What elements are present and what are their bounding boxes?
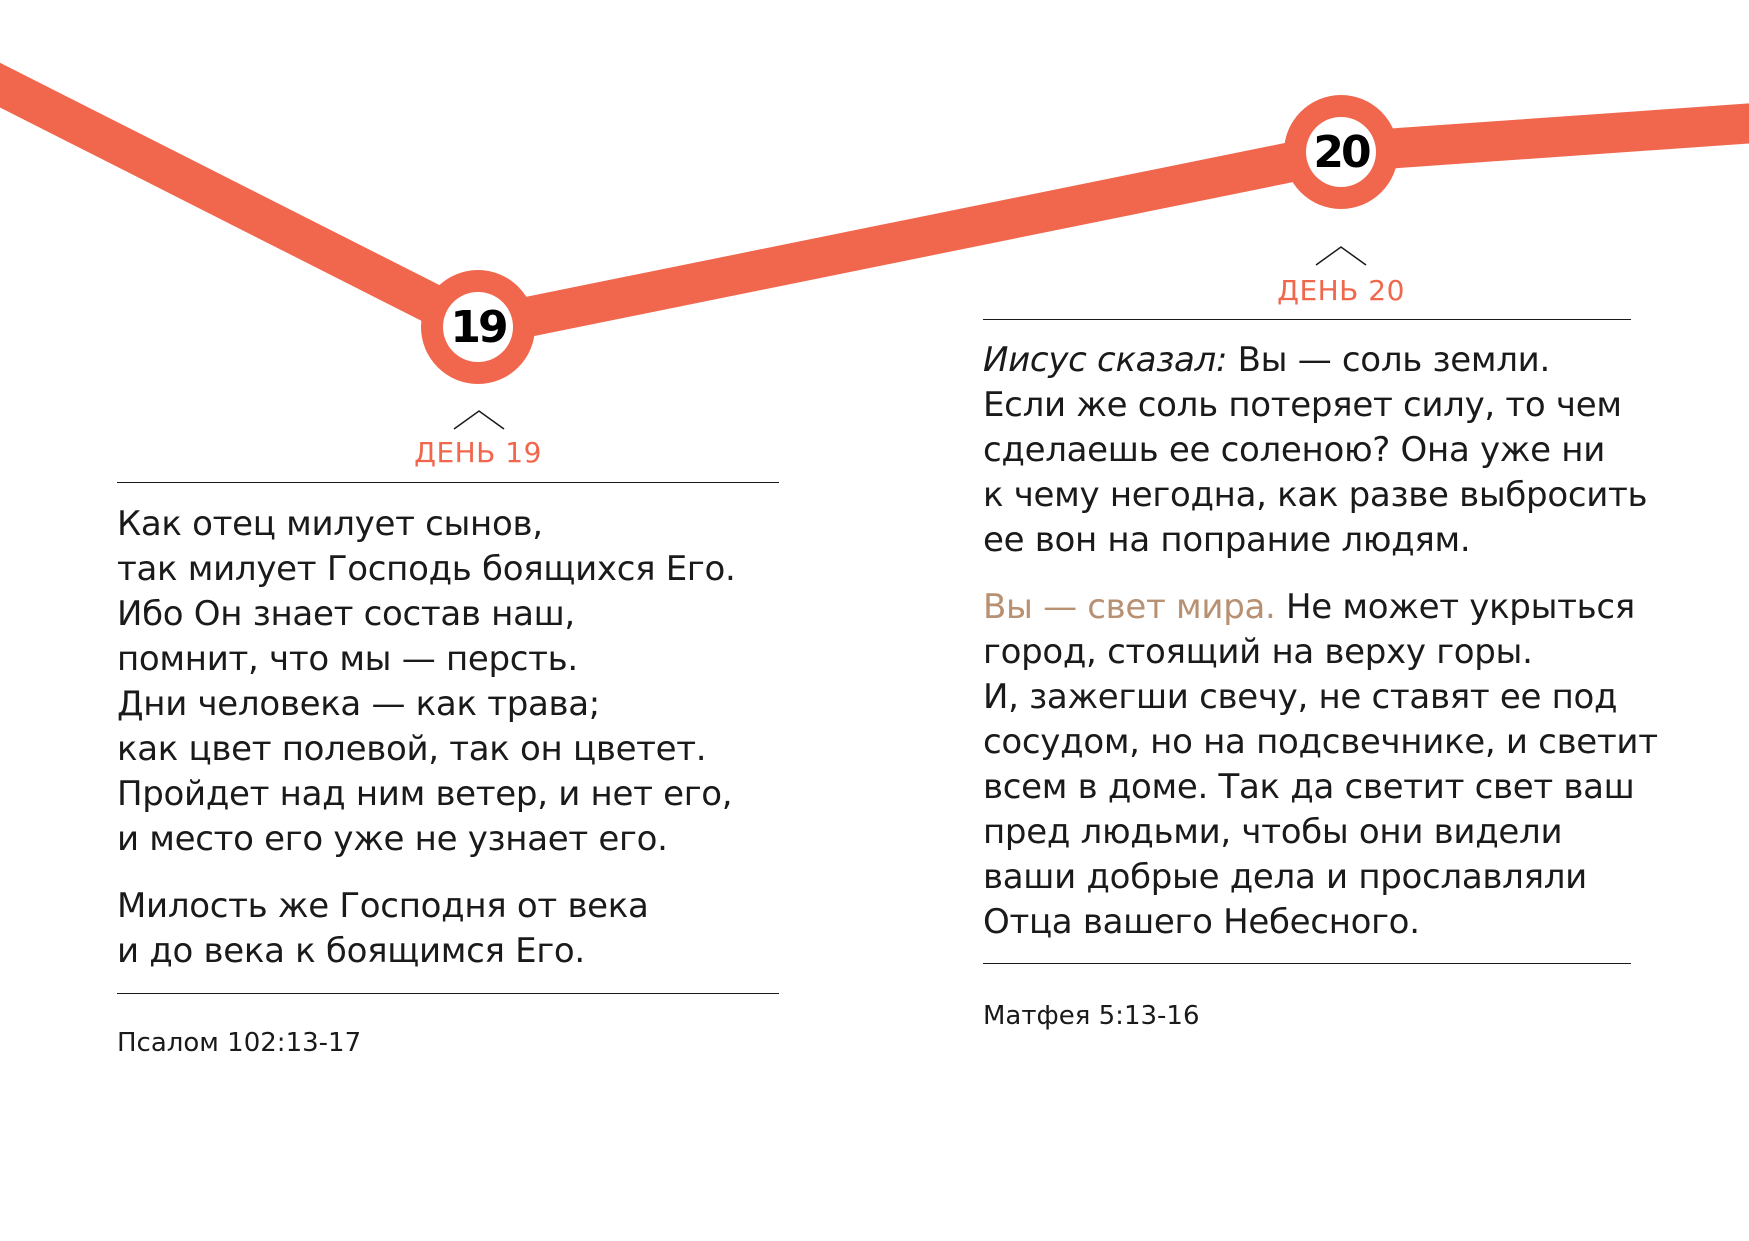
timeline-line <box>0 75 1749 327</box>
day-19-bottom-rule <box>117 993 779 994</box>
verse-line: пред людьми, чтобы они видели <box>983 812 1563 852</box>
day-19-label: ДЕНЬ 19 <box>414 436 542 469</box>
verse-fragment: Не может укрыться <box>1275 587 1635 627</box>
day-20-reference: Матфея 5:13-16 <box>983 1001 1200 1031</box>
day-20-stanza-2 <box>983 585 1658 945</box>
speaker-intro: Иисус сказал: <box>983 340 1228 380</box>
verse-line: к чему негодна, как разве выбросить <box>983 475 1648 515</box>
verse-line: помнит, что мы — персть. <box>117 639 578 679</box>
highlighted-phrase: Вы — свет мира. <box>983 587 1276 627</box>
day-20-top-rule <box>983 319 1631 320</box>
verse-line: Отца вашего Небесного. <box>983 902 1420 942</box>
day-20-stanza-1 <box>983 338 1648 563</box>
day-20-verse <box>983 338 1658 967</box>
verse-line: и место его уже не узнает его. <box>117 819 668 859</box>
verse-line: сделаешь ее соленою? Она уже ни <box>983 430 1605 470</box>
day-20-bottom-rule <box>983 963 1631 964</box>
chevron-up-icon <box>454 411 504 429</box>
verse-line: так милует Господь боящихся Его. <box>117 549 736 589</box>
verse-line: ее вон на попрание людям. <box>983 520 1471 560</box>
day-20-label: ДЕНЬ 20 <box>1277 274 1405 307</box>
verse-line: И, зажегши свечу, не ставят ее под <box>983 677 1618 717</box>
day-19-reference: Псалом 102:13-17 <box>117 1028 362 1058</box>
day-19-top-rule <box>117 482 779 483</box>
day-19-chevron <box>453 408 505 432</box>
verse-line: Дни человека — как трава; <box>117 684 600 724</box>
verse-fragment: Вы — соль земли. <box>1227 340 1550 380</box>
verse-line: сосудом, но на подсвечнике, и светит <box>983 722 1658 762</box>
day-19-marker <box>421 270 535 384</box>
verse-line: Пройдет над ним ветер, и нет его, <box>117 774 733 814</box>
verse-line <box>983 585 1635 630</box>
verse-line: Ибо Он знает состав наш, <box>117 594 575 634</box>
verse-line: ваши добрые дела и прославляли <box>983 857 1587 897</box>
day-19-stanza-1 <box>117 502 779 862</box>
chevron-up-icon <box>1316 247 1366 265</box>
verse-line: Милость же Господня от века <box>117 886 649 926</box>
verse-line: город, стоящий на верху горы. <box>983 632 1533 672</box>
verse-line: как цвет полевой, так он цветет. <box>117 729 707 769</box>
verse-line: Как отец милует сынов, <box>117 504 543 544</box>
day-20-marker-number: 20 <box>1313 127 1369 178</box>
verse-line <box>983 338 1631 383</box>
day-20-marker <box>1284 95 1398 209</box>
day-19-verse <box>117 502 779 996</box>
verse-line: Если же соль потеряет силу, то чем <box>983 385 1622 425</box>
verse-line: и до века к боящимся Его. <box>117 931 585 971</box>
verse-line: всем в доме. Так да светит свет ваш <box>983 767 1635 807</box>
day-19-stanza-2 <box>117 884 779 974</box>
day-19-marker-number: 19 <box>450 302 506 353</box>
